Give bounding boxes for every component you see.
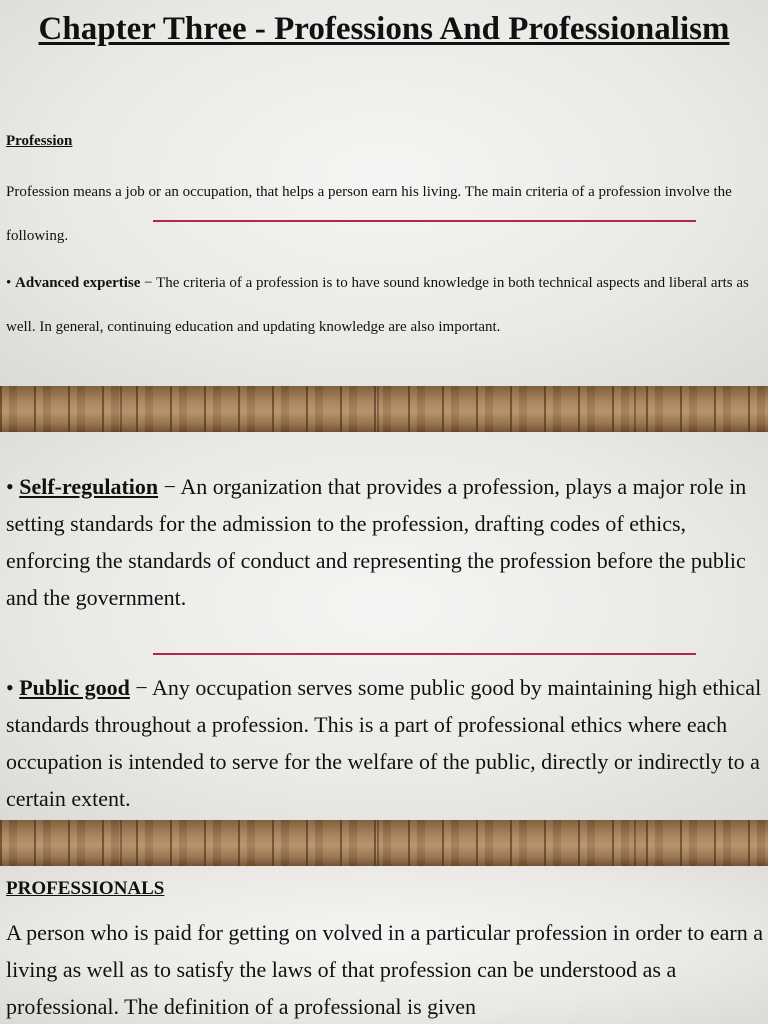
bullet-term: Self-regulation	[19, 474, 159, 499]
professionals-heading: PROFESSIONALS	[6, 878, 165, 899]
bullet-advanced-expertise	[6, 261, 762, 349]
wood-floor-divider	[0, 820, 768, 866]
bullet-mark: •	[6, 474, 14, 499]
bullet-term: Public good	[19, 675, 130, 700]
profession-definition: Profession means a job or an occupation, that helps a person earn his living. The main criteria of a profession involve the following.	[6, 184, 732, 244]
slide-1	[0, 0, 768, 386]
bullet-text: − Any occupation serves some public good by maintaining high ethical standards throughout a profession. This is a part of professional ethics where each occupation is intended to serve for the welfare of the public, directly or indirectly to a certain extent.	[6, 675, 762, 811]
bullet-self-regulation	[6, 468, 764, 616]
slide-2	[0, 432, 768, 820]
bullet-term: Advanced expertise	[15, 275, 141, 291]
bullet-mark: •	[6, 675, 14, 700]
bullet-text: − An organization that provides a profession, plays a major role in setting standards for the admission to the profession, drafting codes of ethics, enforcing the standards of conduct and representing the profession before the public and the government.	[6, 474, 747, 610]
accent-divider	[153, 653, 696, 655]
chapter-title: Chapter Three - Professions And Professionalism	[38, 11, 730, 47]
professionals-definition: A person who is paid for getting on volved in a particular profession in order to earn a living as well as to satisfy the laws of that profession can be understood as a professional. The definition of a professional is given	[6, 920, 763, 1019]
slide-3	[0, 866, 768, 1024]
accent-divider	[153, 220, 696, 222]
bullet-text: − The criteria of a profession is to have sound knowledge in both technical aspects and liberal arts as well. In general, continuing education and updating knowledge are also important.	[6, 275, 749, 335]
wood-floor-divider	[0, 386, 768, 432]
bullet-mark: •	[6, 275, 12, 291]
bullet-public-good	[6, 669, 764, 817]
profession-heading: Profession	[6, 133, 73, 149]
